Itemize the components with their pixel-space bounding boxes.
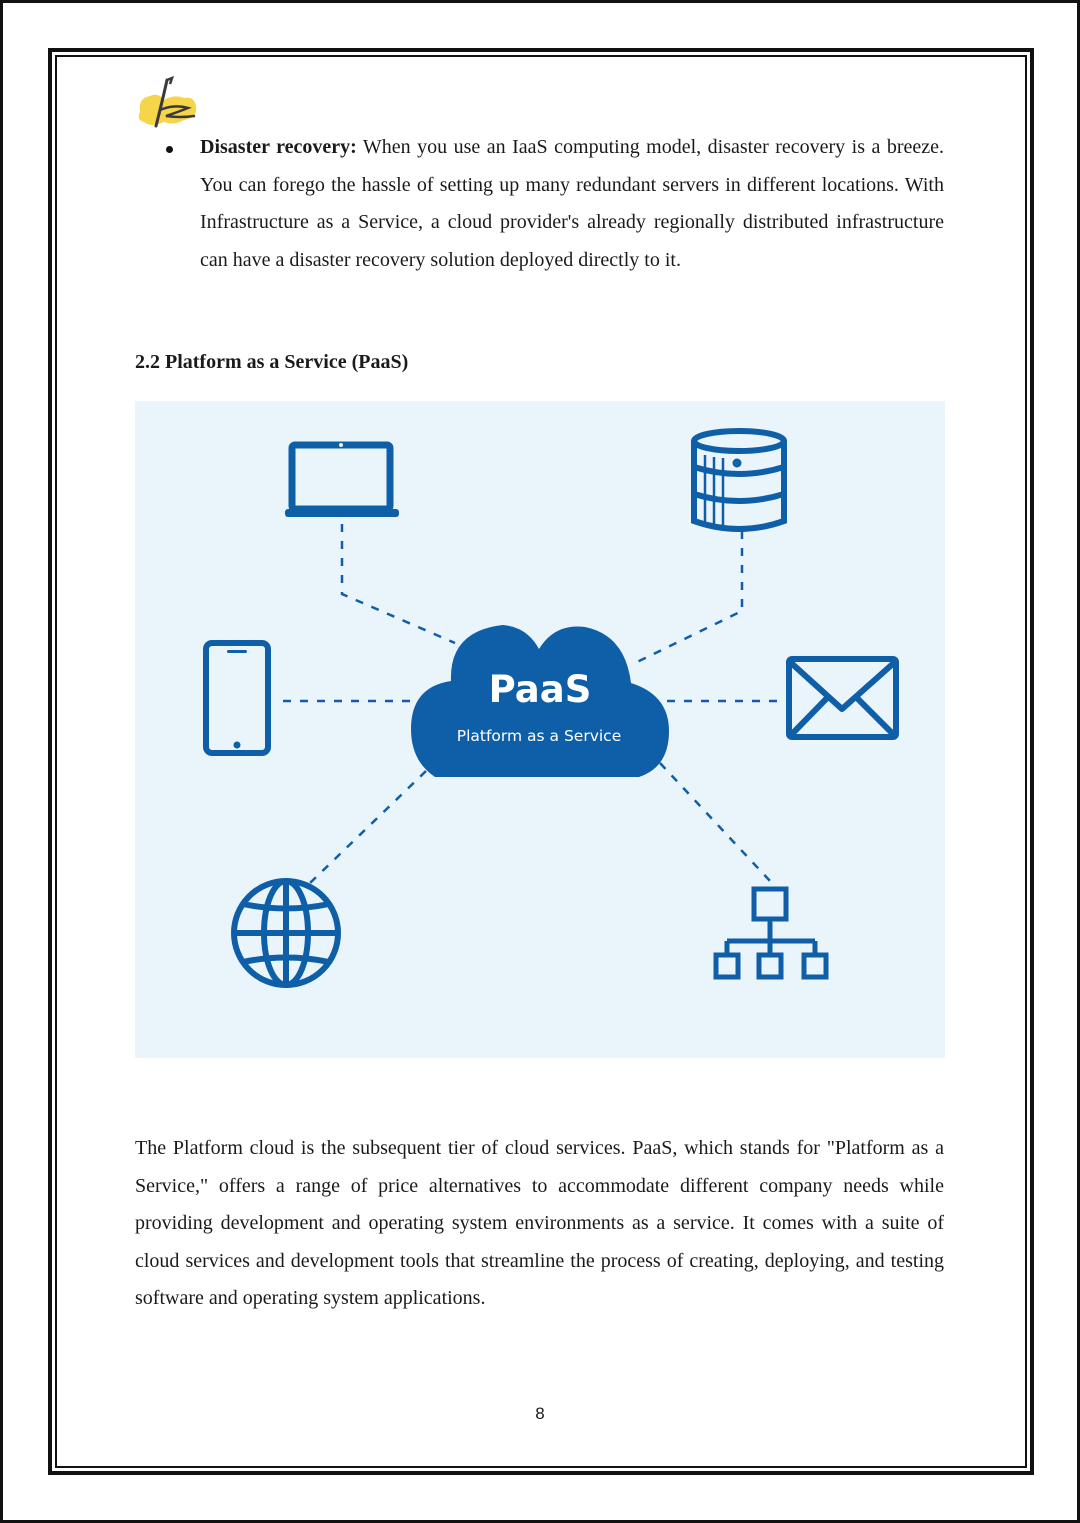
bullet-label: Disaster recovery: — [200, 136, 357, 158]
globe-icon — [234, 881, 338, 985]
cloud-title: PaaS — [488, 668, 592, 711]
pen-icon — [134, 74, 202, 134]
paas-diagram — [135, 401, 945, 1058]
bullet-dot — [166, 146, 173, 153]
bullet-body: When you use an IaaS computing model, disaster recovery is a breeze. You can forego the hassle of setting up many redundant servers in different locations. With Infrastructure as a Service, a cloud provider's already regionally distributed infrastructure can have a disaster recovery solution deployed directly to it. — [200, 136, 944, 271]
paas-paragraph: The Platform cloud is the subsequent tier of cloud services. PaaS, which stands for "Platform as a Service," offers a range of price alternatives to accommodate different company needs while providing development and operating system environments as a service. It comes with a suite of cloud services and development tools that streamline the process of creating, deploying, and testing software and operating system applications. — [135, 1137, 944, 1309]
bullet-disaster-recovery — [200, 129, 944, 279]
section-heading: 2.2 Platform as a Service (PaaS) — [135, 351, 409, 373]
cloud-subtitle: Platform as a Service — [456, 727, 622, 745]
page-number: 8 — [535, 1404, 545, 1423]
